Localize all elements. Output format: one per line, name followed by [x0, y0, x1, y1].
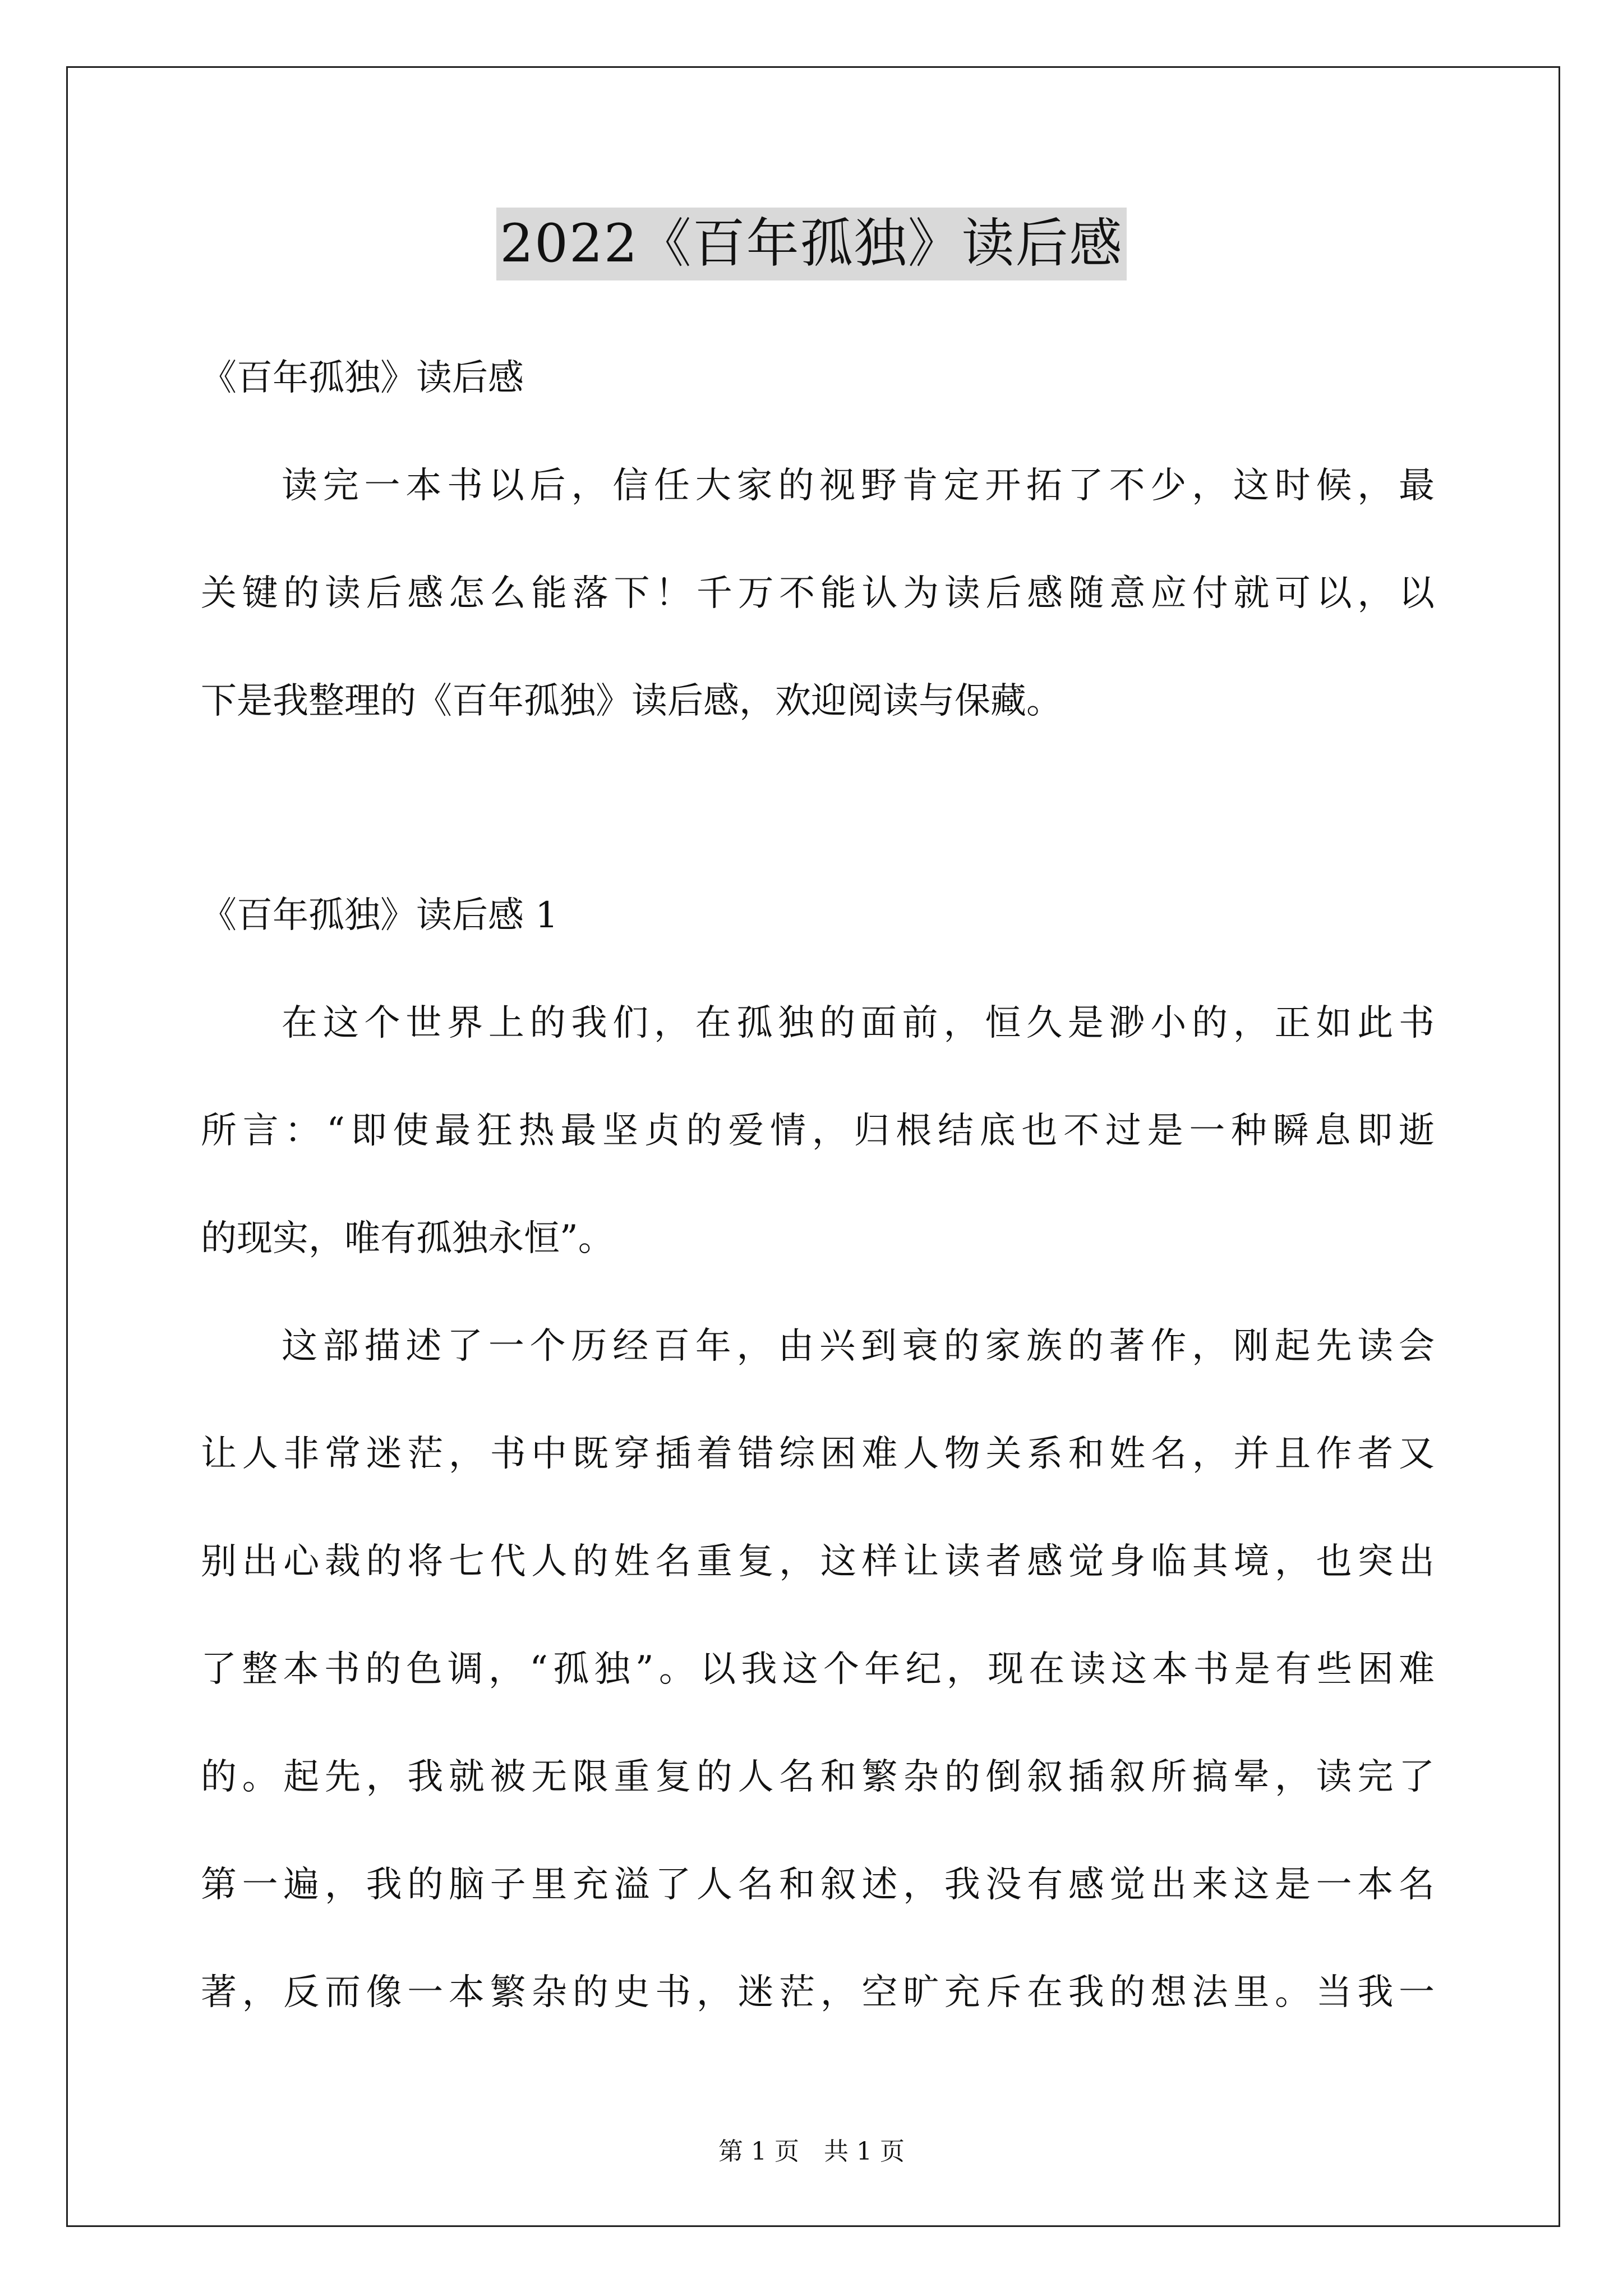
title-container: [0, 208, 1623, 280]
paragraph-line: 这部描述了一个历经百年，由兴到衰的家族的著作，刚起先读会: [282, 1326, 1435, 1367]
paragraph-line: 别出心裁的将七代人的姓名重复，这样让读者感觉身临其境，也突出: [201, 1541, 1435, 1582]
paragraph-line: 关键的读后感怎么能落下！千万不能认为读后感随意应付就可以，以: [201, 573, 1435, 614]
section-heading: 《百年孤独》读后感: [201, 357, 524, 399]
paragraph-line: 的。起先，我就被无限重复的人名和繁杂的倒叙插叙所搞晕，读完了: [201, 1756, 1435, 1798]
document-title: 2022《百年孤独》读后感: [496, 208, 1126, 280]
paragraph-line: 在这个世界上的我们，在孤独的面前，恒久是渺小的，正如此书: [282, 1002, 1435, 1044]
paragraph-line: 的现实，唯有孤独永恒”。: [201, 1218, 614, 1259]
paragraph-line: 下是我整理的《百年孤独》读后感，欢迎阅读与保藏。: [201, 680, 1062, 722]
section-heading: 《百年孤独》读后感 1: [201, 895, 559, 936]
paragraph-line: 所言：“即使最狂热最坚贞的爱情，归根结底也不过是一种瞬息即逝: [201, 1110, 1435, 1152]
page-number-footer: 第 1 页 共 1 页: [718, 2137, 905, 2166]
paragraph-line: 了整本书的色调，“孤独”。以我这个年纪，现在读这本书是有些困难: [201, 1649, 1435, 1690]
paragraph-line: 著，反而像一本繁杂的史书，迷茫，空旷充斥在我的想法里。当我一: [201, 1972, 1435, 2013]
paragraph-line: 读完一本书以后，信任大家的视野肯定开拓了不少，这时候，最: [282, 465, 1435, 507]
paragraph-line: 第一遍，我的脑子里充溢了人名和叙述，我没有感觉出来这是一本名: [201, 1864, 1435, 1906]
paragraph-line: 让人非常迷茫，书中既穿插着错综困难人物关系和姓名，并且作者又: [201, 1433, 1435, 1475]
